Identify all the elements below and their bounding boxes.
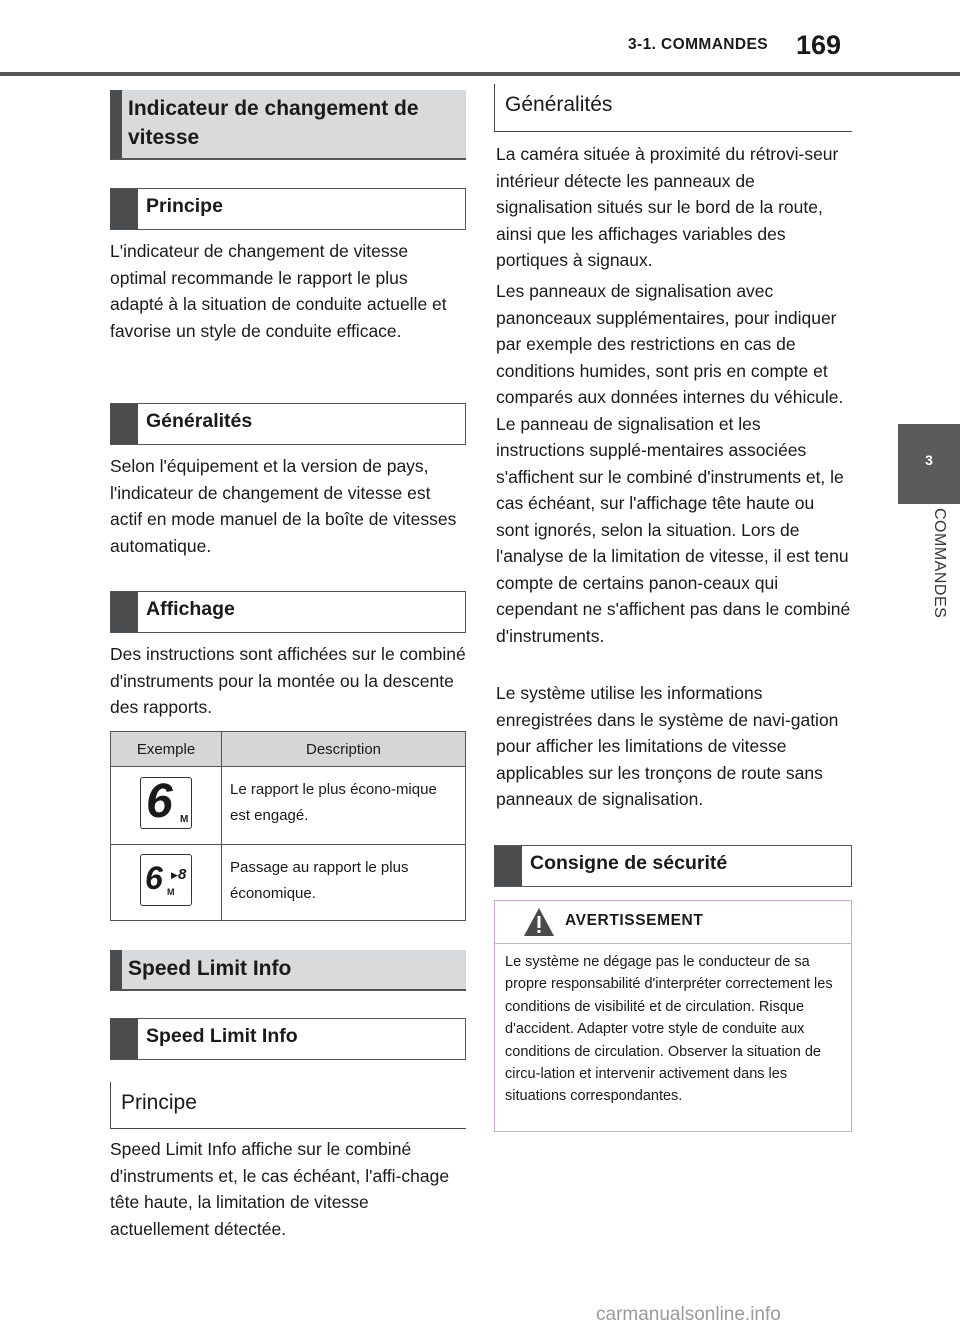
subheading-consigne-securite <box>494 845 852 887</box>
subheading-affichage-text: Affichage <box>146 598 235 620</box>
col-header-example: Exemple <box>111 732 222 767</box>
arrow-right-icon: ▶ <box>171 870 178 880</box>
example-cell <box>111 767 222 845</box>
subheading-speed-limit-text: Speed Limit Info <box>146 1025 298 1047</box>
subheading-principe-plain-text: Principe <box>121 1091 197 1114</box>
description-cell: Le rapport le plus écono-mique est engagé. <box>222 767 466 845</box>
heading-gear-indicator: Indicateur de changement de vitesse <box>110 90 466 160</box>
paragraph-camera: La caméra située à proximité du rétrovi-seur intérieur détecte les panneaux de signalisation situés sur le bord de la route, ainsi que les affichages variables des portiques à signaux. <box>496 144 839 270</box>
paragraph-generalites: Selon l'équipement et la version de pays, l'indicateur de changement de vitesse est actif en mode manuel de la boîte de vitesses automatique. <box>110 456 457 556</box>
gear-digit: 6 <box>146 775 173 828</box>
chapter-tab-number: 3 <box>925 452 933 468</box>
col-header-description: Description <box>222 732 466 767</box>
gear-mode: M <box>180 814 189 825</box>
heading-bar <box>494 846 522 886</box>
gear-target-digit: 8 <box>178 866 187 883</box>
description-cell: Passage au rapport le plus économique. <box>222 845 466 921</box>
section-title: 3-1. COMMANDES <box>628 36 768 53</box>
paragraph-panonceaux: Les panneaux de signalisation avec panonceaux supplémentaires, pour indiquer par exemple des restrictions en cas de conditions humides, sont pris en compte et comparés aux données internes du véhicule. Le panneau de signalisation et les instructions supplé-mentaires associées s'affichent sur le combiné d'instruments et, le cas échéant, sur l'affichage tête haute ou sont ignorés, selon la situation. Lors de l'analyse de la limitation de vitesse, il est tenu compte de certains panon-ceaux qui cependant ne s'affichent pas dans le combiné d'instruments. <box>496 281 851 646</box>
page-number: 169 <box>796 30 842 60</box>
table-row <box>111 767 466 845</box>
gear-indicator-table <box>110 731 466 921</box>
gear-shift-icon <box>140 854 192 906</box>
heading-bar <box>110 189 138 229</box>
warning-text: Le système ne dégage pas le conducteur de sa propre responsabilité d'interpréter correctement les conditions de visibilité et de circulation. Risque d'accident. Adapter votre style de conduite aux conditions de circulation. Observer la situation de circu-lation et intervenir activement dans les situations correspondantes. <box>505 954 833 1105</box>
header-divider <box>0 72 960 76</box>
table-header-row <box>111 732 466 767</box>
gear-display-icon <box>140 777 192 829</box>
heading-bar <box>110 592 138 632</box>
gear-digit: 6 <box>145 860 163 896</box>
heading-bar <box>110 404 138 444</box>
warning-title: AVERTISSEMENT <box>565 912 704 929</box>
example-cell <box>111 845 222 921</box>
watermark: carmanualsonline.info <box>596 1304 781 1325</box>
subheading-consigne-text: Consigne de sécurité <box>530 852 728 874</box>
warning-box <box>494 900 852 1132</box>
warning-header <box>495 901 851 944</box>
subheading-generalites <box>110 403 466 445</box>
subheading-generalites-plain <box>494 84 852 132</box>
paragraph-navigation: Le système utilise les informations enregistrées dans le système de navi-gation pour afficher les limitations de vitesse applicables sur les tronçons de route sans panneaux de signalisation. <box>496 683 839 809</box>
subheading-speed-limit-info <box>110 1018 466 1060</box>
subheading-affichage <box>110 591 466 633</box>
subheading-principe-plain <box>110 1082 466 1129</box>
subheading-generalites-text: Généralités <box>146 410 253 432</box>
table-row <box>111 845 466 921</box>
paragraph-affichage: Des instructions sont affichées sur le combiné d'instruments pour la montée ou la descente des rapports. <box>110 644 466 717</box>
gear-mode: M <box>167 887 175 897</box>
paragraph-principe: L'indicateur de changement de vitesse optimal recommande le rapport le plus adapté à la situation de conduite actuelle et favorise un style de conduite efficace. <box>110 241 447 341</box>
paragraph-speed-limit: Speed Limit Info affiche sur le combiné d'instruments et, le cas échéant, l'affi-chage tête haute, la limitation de vitesse actuellement détectée. <box>110 1139 450 1239</box>
heading-bar <box>110 1019 138 1059</box>
subheading-generalites-plain-text: Généralités <box>505 93 613 116</box>
heading-speed-limit-info: Speed Limit Info <box>110 950 466 991</box>
subheading-principe <box>110 188 466 230</box>
warning-triangle-icon <box>523 907 555 937</box>
chapter-tab-label: COMMANDES <box>931 508 948 619</box>
subheading-principe-text: Principe <box>146 195 223 217</box>
